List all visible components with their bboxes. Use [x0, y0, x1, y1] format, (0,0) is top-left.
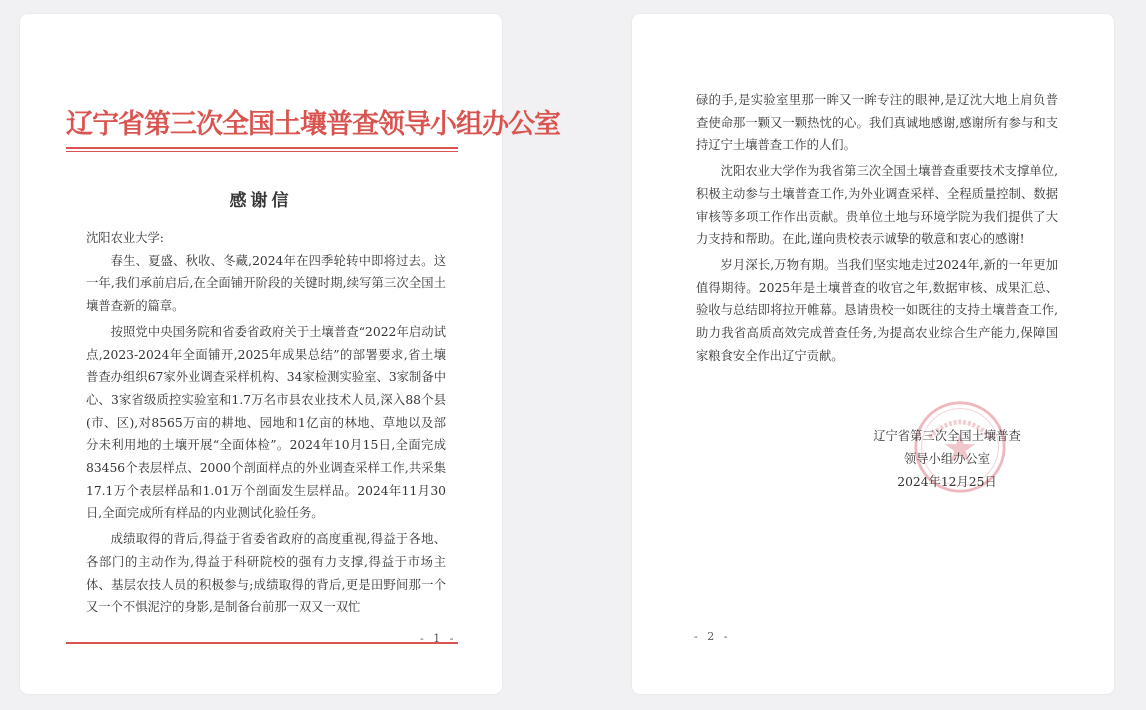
- signature-org-line2: 领导小组办公室: [903, 452, 991, 466]
- page-number: - 1 -: [420, 632, 457, 645]
- paragraph: 碌的手,是实验室里那一眸又一眸专注的眼神,是辽沈大地上肩负普查使命那一颗又一颗热忱的心。我们真诚地感谢,感谢所有参与和支持辽宁土壤普查工作的人们。: [696, 93, 1058, 153]
- salutation: 沈阳农业大学:: [86, 231, 164, 245]
- letterhead-rule: [66, 147, 458, 149]
- letterhead-rule-thin: [66, 151, 458, 152]
- document-page-2: [632, 14, 1114, 694]
- signature-date: 2024年12月25日: [897, 475, 997, 489]
- signature-block: [832, 425, 1062, 494]
- letter-body-page-1: [86, 227, 446, 619]
- paragraph: 按照党中央国务院和省委省政府关于土壤普查“2022年启动试点,2023-2024年全面铺开,2025年成果总结”的部署要求,省土壤普查办组织67家外业调查采样机构、34家检测实验室、3家制备中心、3家省级质控实验室和1.7万名市县农业技术人员,深入88个县(市、区),对8565万亩的耕地、园地和1亿亩的林地、草地以及部分未利用地的土壤开展“全面体检”。2024年10月15日,全面完成83456个表层样点、2000个剖面样点的外业调查采样工作,共采集17.1万个表层样品和1.01万个剖面发生层样品。2024年11月30日,全面完成所有样品的内业测试化验任务。: [86, 324, 446, 521]
- letter-body-page-2: [696, 89, 1058, 367]
- document-page-1: [20, 14, 560, 694]
- footer-rule: [66, 642, 458, 644]
- paragraph: 春生、夏盛、秋收、冬藏,2024年在四季轮转中即将过去。这一年,我们承前启后,在全面铺开阶段的关键时期,续写第三次全国土壤普查新的篇章。: [86, 253, 446, 314]
- paragraph: 沈阳农业大学作为我省第三次全国土壤普查重要技术支撑单位,积极主动参与土壤普查工作,为外业调查采样、全程质量控制、数据审核等多项工作作出贡献。贵单位土地与环境学院为我们提供了大力支持和帮助。在此,谨向贵校表示诚挚的敬意和衷心的感谢!: [696, 164, 1058, 247]
- letter-title: 感谢信: [229, 191, 293, 211]
- letterhead-title: 辽宁省第三次全国土壤普查领导小组办公室: [66, 109, 560, 140]
- paragraph: 岁月深长,万物有期。当我们坚实地走过2024年,新的一年更加值得期待。2025年是土壤普查的收官之年,数据审核、成果汇总、验收与总结即将拉开帷幕。恳请贵校一如既往的支持土壤普查工作,助力我省高质高效完成普查任务,为提高农业综合生产能力,保障国家粮食安全作出辽宁贡献。: [696, 257, 1058, 363]
- signature-org-line1: 辽宁省第三次全国土壤普查: [873, 429, 1021, 443]
- page-number: - 2 -: [694, 630, 731, 643]
- paragraph: 成绩取得的背后,得益于省委省政府的高度重视,得益于各地、各部门的主动作为,得益于科研院校的强有力支撑,得益于市场主体、基层农技人员的积极参与;成绩取得的背后,更是田野间那一个又一个不惧泥泞的身影,是制备台前那一双又一双忙: [86, 532, 446, 615]
